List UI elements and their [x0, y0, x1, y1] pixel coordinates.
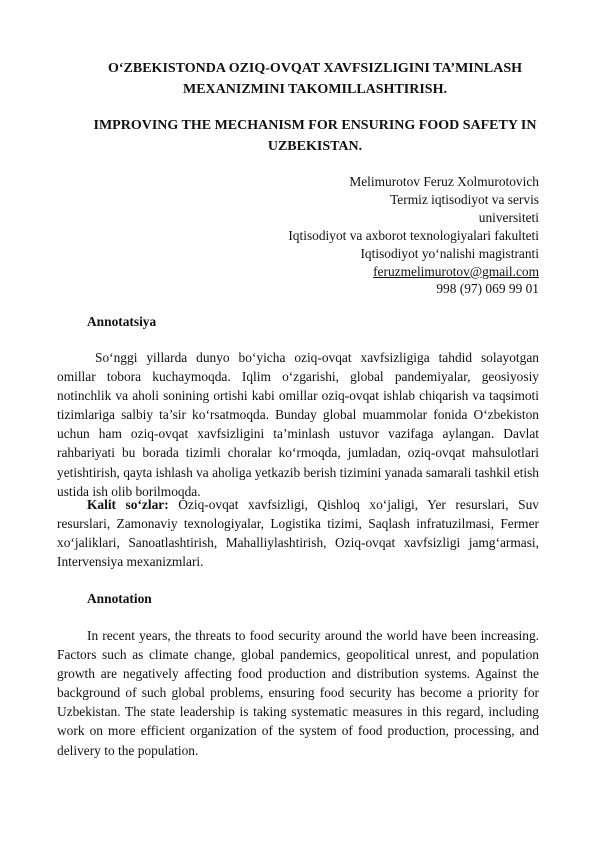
keywords-label: Kalit so‘zlar: — [87, 497, 169, 512]
author-university-line2: universiteti — [478, 209, 539, 225]
keywords-text: Oziq-ovqat xavfsizligi, Qishloq xo‘jaligi, Yer resurslari, Suv resurslari, Zamonaviy texnologiyalar, Logistika tizimi, Saqlash infratuzilmasi, Fermer xo‘jaliklari, Sanoatlashtirish, Mahalliylashtirish, Oziq-ovqat xavfsizligi jamg‘armasi, Intervensiya mexanizmlari. — [57, 497, 539, 570]
author-email-link[interactable]: feruzmelimurotov@gmail.com — [373, 263, 539, 279]
annotatsiya-heading: Annotatsiya — [87, 314, 157, 329]
annotation-heading: Annotation — [87, 591, 152, 606]
author-faculty: Iqtisodiyot va axborot texnologiyalari fakulteti — [288, 227, 539, 243]
author-name: Melimurotov Feruz Xolmurotovich — [349, 174, 539, 189]
author-block — [239, 173, 539, 298]
title-english: IMPROVING THE MECHANISM FOR ENSURING FOOD SAFETY IN UZBEKISTAN. — [93, 118, 537, 154]
author-program: Iqtisodiyot yo‘nalishi magistranti — [360, 245, 539, 261]
annotation-paragraph: In recent years, the threats to food security around the world have been increasing. Factors such as climate change, global pandemics, geopolitical unrest, and population growth are negatively affecting food production and distribution systems. Against the background of such global problems, ensuring food security has become a priority for Uzbekistan. The state leadership is taking systematic measures in this regard, including work on more efficient organization of the system of food production, processing, and delivery to the population. — [57, 628, 539, 758]
keywords-paragraph — [57, 495, 539, 571]
title-uzbek: O‘ZBEKISTONDA OZIQ-OVQAT XAVFSIZLIGINI TA’MINLASH MEXANIZMINI TAKOMILLASHTIRISH. — [107, 61, 522, 97]
author-university-line1: Termiz iqtisodiyot va servis — [390, 191, 539, 207]
annotatsiya-paragraph: So‘nggi yillarda dunyo bo‘yicha oziq-ovqat xavfsizligiga tahdid solayotgan omillar tobora kuchaymoqda. Iqlim o‘zgarishi, global pandemiyalar, geosiyosiy notinchlik va aholi sonining ortishi kabi omillar oziq-ovqat ishlab chiqarish va taqsimoti tizimlariga salbiy ta’sir ko‘rsatmoqda. Bunday global muammolar fonida O‘zbekiston uchun ham oziq-ovqat xavfsizligini ta’minlash ustuvor vazifaga aylangan. Davlat rahbariyati bu borada tizimli choralar ko‘rmoqda, jumladan, oziq-ovqat mahsulotlari yetishtirish, qayta ishlash va aholiga yetkazib berish tizimini yanada samarali tashkil etish ustida ish olib borilmoqda. — [57, 350, 539, 499]
author-phone: 998 (97) 069 99 01 — [436, 281, 539, 297]
